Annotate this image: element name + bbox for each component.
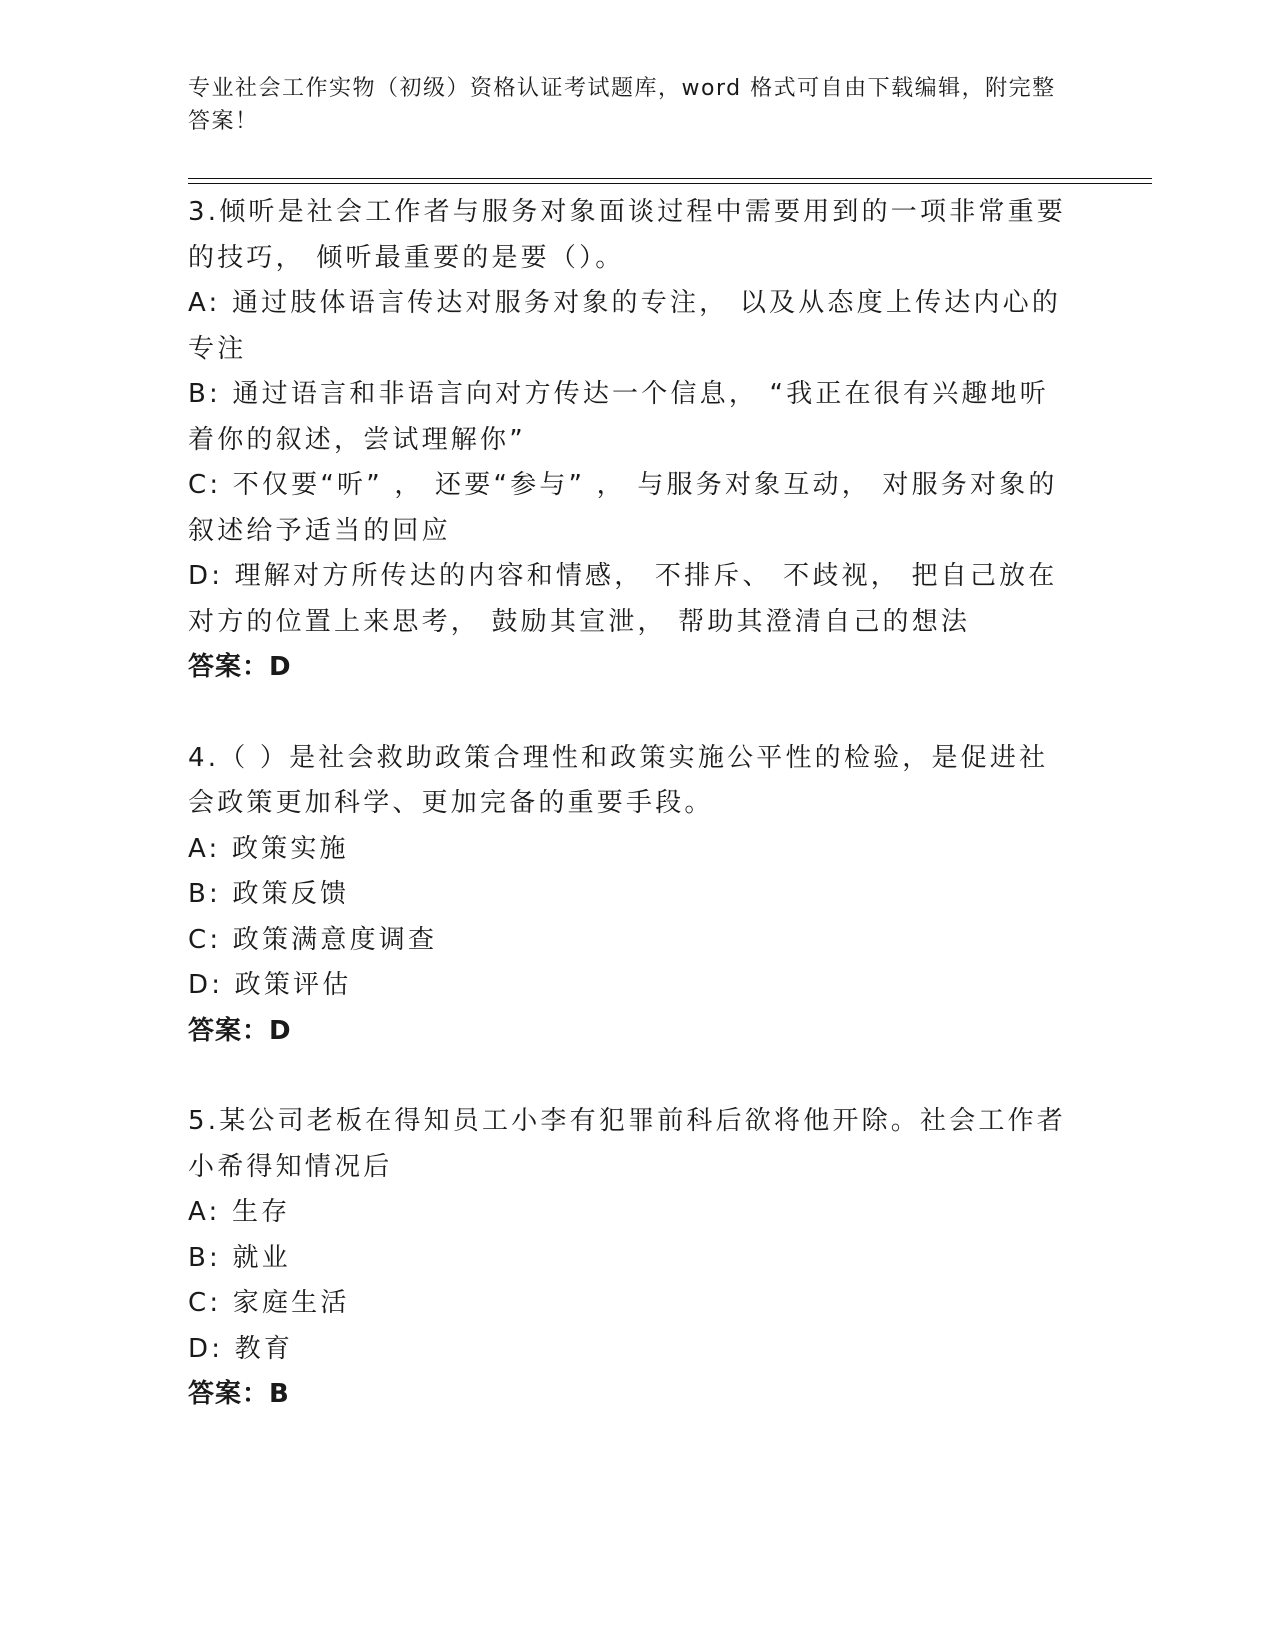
question-stem: 5.某公司老板在得知员工小李有犯罪前科后欲将他开除。社会工作者小希得知情况后 <box>188 1106 1067 1182</box>
option-a: A: 生存 <box>188 1197 291 1227</box>
answer-line: 答案：D <box>188 652 292 682</box>
answer-line: 答案：B <box>188 1379 290 1409</box>
option-c: C: 家庭生活 <box>188 1288 350 1318</box>
question-5 <box>188 1099 1068 1418</box>
question-3 <box>188 190 1068 691</box>
question-list <box>188 190 1068 1463</box>
option-d: D: 理解对方所传达的内容和情感， 不排斥、 不歧视， 把自己放在对方的位置上来思考， 鼓励其宣泄， 帮助其澄清自己的想法 <box>188 561 1058 637</box>
question-stem: 4.（ ）是社会救助政策合理性和政策实施公平性的检验，是促进社会政策更加科学、更加完备的重要手段。 <box>188 742 1049 818</box>
header-rule-top <box>188 178 1152 179</box>
option-c: C: 不仅要“听” ， 还要“参与” ， 与服务对象互动， 对服务对象的叙述给予适当的回应 <box>188 470 1058 546</box>
header-rule-bottom <box>188 183 1152 184</box>
option-a: A: 政策实施 <box>188 833 349 864</box>
option-b: B: 通过语言和非语言向对方传达一个信息， “我正在很有兴趣地听着你的叙述，尝试理解你” <box>188 379 1049 455</box>
header-text: 专业社会工作实物（初级）资格认证考试题库，word 格式可自由下载编辑，附完整答案！ <box>188 76 1056 134</box>
option-b: B: 就业 <box>188 1242 291 1273</box>
option-d: D: 政策评估 <box>188 970 352 1000</box>
option-b: B: 政策反馈 <box>188 879 350 909</box>
document-header <box>188 72 1068 138</box>
answer-line: 答案：D <box>188 1015 292 1046</box>
option-a: A: 通过肢体语言传达对服务对象的专注， 以及从态度上传达内心的专注 <box>188 288 1062 364</box>
option-d: D: 教育 <box>188 1333 294 1364</box>
question-4 <box>188 736 1068 1055</box>
question-stem: 3.倾听是社会工作者与服务对象面谈过程中需要用到的一项非常重要的技巧， 倾听最重要的是要（）。 <box>188 197 1067 273</box>
option-c: C: 政策满意度调查 <box>188 924 438 955</box>
